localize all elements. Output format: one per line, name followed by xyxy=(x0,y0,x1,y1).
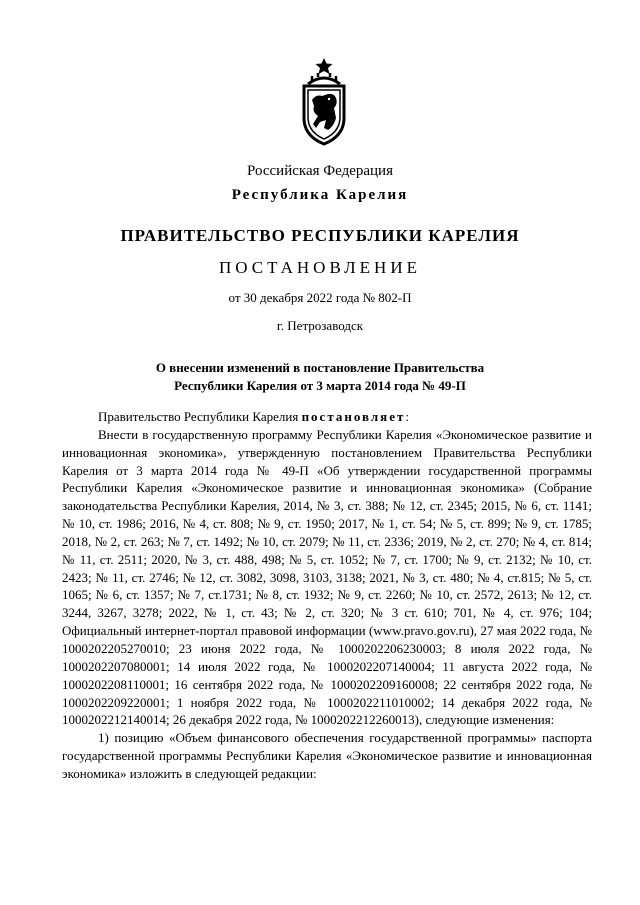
paragraph-resolves xyxy=(62,408,592,426)
document-type: ПОСТАНОВЛЕНИЕ xyxy=(218,258,421,277)
resolves-prefix: Правительство Республики Карелия xyxy=(98,409,302,424)
republic-label: Республика Карелия xyxy=(231,187,409,203)
document-subject xyxy=(0,359,640,395)
paragraph-amendment: Внести в государственную программу Республики Карелия «Экономическое развитие и инновационная экономика», утвержденную постановлением Правительства Республики Карелия от 3 марта 2014 года № 49-П «Об утверждении государственной программы Республики Карелия «Экономическое развитие и инновационная экономика» (Собрание законодательства Республики Карелия, 2014, № 3, ст. 388; № 12, ст. 2345; 2015, № 6, ст. 1141; № 10, ст. 1986; 2016, № 4, ст. 808; № 9, ст. 1950; 2017, № 1, ст. 54; № 5, ст. 899; № 9, ст. 1785; 2018, № 2, ст. 263; № 7, ст. 1492; № 10, ст. 2079; № 11, ст. 2336; 2019, № 2, ст. 270; № 4, ст. 814; № 11, ст. 2511; 2020, № 3, ст. 488, 498; № 5, ст. 1052; № 7, ст. 1700; № 9, ст. 2132; № 10, ст. 2423; № 11, ст. 2746; № 12, ст. 3082, 3098, 3103, 3138; 2021, № 3, ст. 480; № 4, ст.815; № 5, ст. 1065; № 6, ст. 1357; № 7, ст.1731; № 8, ст. 1932; № 9, ст. 2260; № 10, ст. 2572, 2613; № 12, ст. 3244, 3267, 3278; 2022, № 1, ст. 43; № 2, ст. 320; № 3 ст. 610; 701, № 4, ст. 976; 104; Официальный интернет-портал правовой информации (www.pravo.gov.ru), 27 мая 2022 года, № 1000202205270010; 23 июня 2022 года, № 1000202206230003; 8 июля 2022 года, № 1000202207080001; 14 июля 2022 года, № 1000202207140004; 11 августа 2022 года, № 1000202208110001; 16 сентября 2022 года, № 1000202209160008; 22 сентября 2022 года, № 1000202209220001; 1 ноября 2022 года, № 1000202211010002; 14 декабря 2022 года, № 1000202212140014; 26 декабря 2022 года, № 1000202212260013), следующие изменения: xyxy=(62,426,592,728)
resolves-keyword: постановляет xyxy=(301,409,406,424)
subject-line-1: О внесении изменений в постановление Правительства xyxy=(155,360,485,375)
document-body xyxy=(62,408,592,783)
document-date: от 30 декабря 2022 года № 802-П xyxy=(228,290,412,305)
subject-line-2: Республики Карелия от 3 марта 2014 года № 49-П xyxy=(174,378,466,393)
resolves-suffix: : xyxy=(405,409,409,424)
government-title: ПРАВИТЕЛЬСТВО РЕСПУБЛИКИ КАРЕЛИЯ xyxy=(120,226,520,245)
federation-label: Российская Федерация xyxy=(247,163,393,179)
paragraph-item-1: 1) позицию «Объем финансового обеспечения государственной программы» паспорта государственной программы Республики Карелия «Экономическое развитие и инновационная экономика» изложить в следующей редакции: xyxy=(62,730,592,781)
document-city: г. Петрозаводск xyxy=(276,318,364,333)
coat-of-arms-icon xyxy=(296,56,352,146)
